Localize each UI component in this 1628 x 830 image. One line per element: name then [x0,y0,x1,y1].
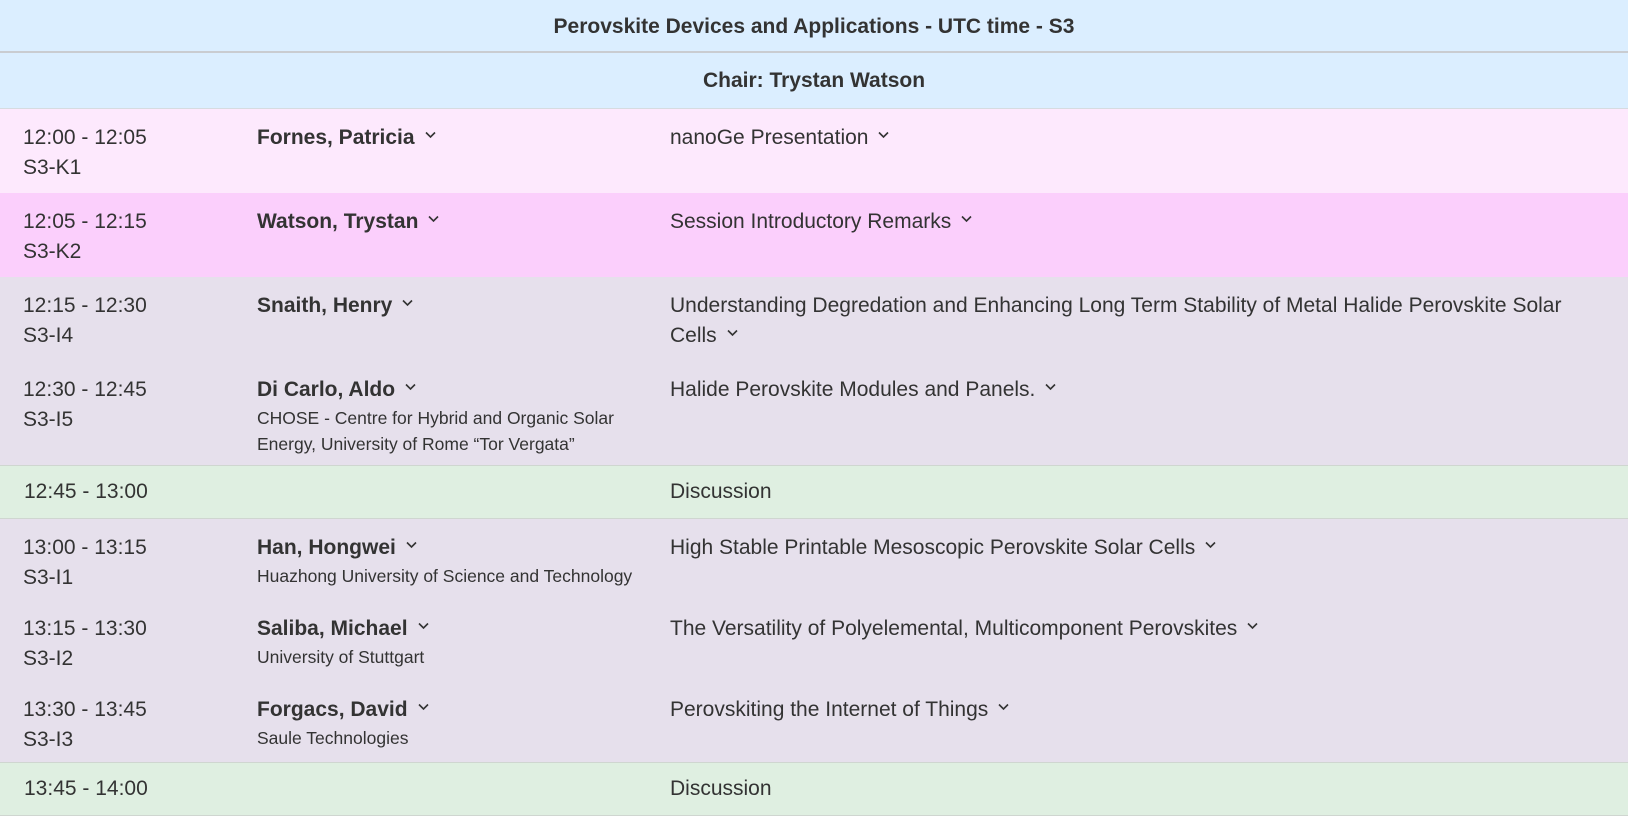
time-slot: 12:00 - 12:05 [23,126,147,149]
chevron-down-icon [727,329,736,338]
chevron-down-icon [1247,622,1256,631]
discussion-label: Discussion [670,777,772,800]
time-slot: 12:15 - 12:30 [23,294,147,317]
talk-code: S3-I3 [23,728,74,751]
talk-code: S3-I2 [23,647,74,670]
talk-code: S3-I4 [23,324,74,347]
speaker-affiliation: Saule Technologies [257,728,409,748]
speaker-toggle[interactable] [257,294,411,317]
time-slot: 13:00 - 13:15 [23,536,147,559]
title-cell [670,123,1628,193]
chevron-down-icon [998,703,1007,712]
time-slot: 13:15 - 13:30 [23,617,147,640]
talk-title: Perovskiting the Internet of Things [670,698,989,721]
chevron-down-icon [425,131,434,140]
talk-code: S3-I5 [23,408,74,431]
talk-title-toggle[interactable] [670,210,970,233]
time-cell [0,291,257,361]
schedule-row-discussion [0,465,1628,519]
speaker-name: Di Carlo, Aldo [257,378,396,401]
discussion-label: Discussion [670,480,772,503]
speaker-name: Watson, Trystan [257,210,419,233]
talk-title: Session Introductory Remarks [670,210,952,233]
schedule-row-discussion [0,762,1628,816]
speaker-affiliation: CHOSE - Centre for Hybrid and Organic Solar Energy, University of Rome “Tor Vergata” [257,408,614,454]
invited-block [0,519,1628,762]
speaker-toggle[interactable] [257,698,427,721]
chevron-down-icon [1045,383,1054,392]
talk-title-toggle[interactable] [670,378,1054,401]
speaker-cell [257,123,670,193]
title-cell [670,291,1628,361]
chevron-down-icon [406,541,415,550]
chevron-down-icon [1205,541,1214,550]
speaker-toggle[interactable] [257,378,414,401]
title-cell [670,375,1628,465]
invited-block [0,277,1628,465]
speaker-affiliation: University of Stuttgart [257,647,425,667]
time-cell [0,207,257,277]
title-cell [670,207,1628,277]
chevron-down-icon [428,215,437,224]
talk-title-toggle[interactable] [670,126,887,149]
chevron-down-icon [402,299,411,308]
chevron-down-icon [961,215,970,224]
time-cell [0,614,257,681]
speaker-cell [257,207,670,277]
talk-title: nanoGe Presentation [670,126,869,149]
speaker-toggle[interactable] [257,126,434,149]
chevron-down-icon [418,703,427,712]
time-slot: 13:30 - 13:45 [23,698,147,721]
schedule-row-s3-i3 [0,681,1628,762]
title-cell [670,695,1628,762]
time-cell [0,533,257,600]
speaker-toggle[interactable] [257,536,415,559]
speaker-cell [257,614,670,681]
talk-title-toggle[interactable] [670,617,1256,640]
talk-title-toggle[interactable] [670,536,1214,559]
talk-code: S3-K2 [23,240,82,263]
session-chair: Chair: Trystan Watson [0,53,1628,109]
time-slot: 12:30 - 12:45 [23,378,147,401]
speaker-name: Saliba, Michael [257,617,408,640]
schedule-row-s3-i1 [0,519,1628,600]
chevron-down-icon [878,131,887,140]
title-cell [670,533,1628,600]
time-slot: 12:05 - 12:15 [23,210,147,233]
talk-code: S3-K1 [23,156,82,179]
time-cell [0,375,257,465]
schedule-row-s3-i5 [0,361,1628,465]
speaker-affiliation: Huazhong University of Science and Technology [257,566,633,586]
speaker-name: Fornes, Patricia [257,126,415,149]
time-slot: 13:45 - 14:00 [24,777,148,800]
speaker-toggle[interactable] [257,210,437,233]
schedule-row-s3-i2 [0,600,1628,681]
title-cell [670,614,1628,681]
talk-title-toggle[interactable] [670,294,1561,347]
time-cell [0,695,257,762]
schedule-row-s3-i4 [0,277,1628,361]
talk-title: The Versatility of Polyelemental, Multicomponent Perovskites [670,617,1238,640]
speaker-cell [257,533,670,600]
schedule-row-s3-k2 [0,193,1628,277]
talk-title: Halide Perovskite Modules and Panels. [670,378,1036,401]
speaker-cell [257,695,670,762]
chevron-down-icon [418,622,427,631]
talk-title: Understanding Degredation and Enhancing Long Term Stability of Metal Halide Perovskite Solar Cells [670,294,1562,347]
talk-code: S3-I1 [23,566,74,589]
speaker-name: Forgacs, David [257,698,408,721]
time-cell [0,123,257,193]
speaker-name: Han, Hongwei [257,536,396,559]
speaker-cell [257,375,670,465]
speaker-toggle[interactable] [257,617,427,640]
session-title: Perovskite Devices and Applications - UTC time - S3 [0,0,1628,53]
speaker-name: Snaith, Henry [257,294,393,317]
speaker-cell [257,291,670,361]
talk-title-toggle[interactable] [670,698,1007,721]
chevron-down-icon [405,383,414,392]
schedule-row-s3-k1 [0,109,1628,193]
talk-title: High Stable Printable Mesoscopic Perovskite Solar Cells [670,536,1196,559]
time-slot: 12:45 - 13:00 [24,480,148,503]
